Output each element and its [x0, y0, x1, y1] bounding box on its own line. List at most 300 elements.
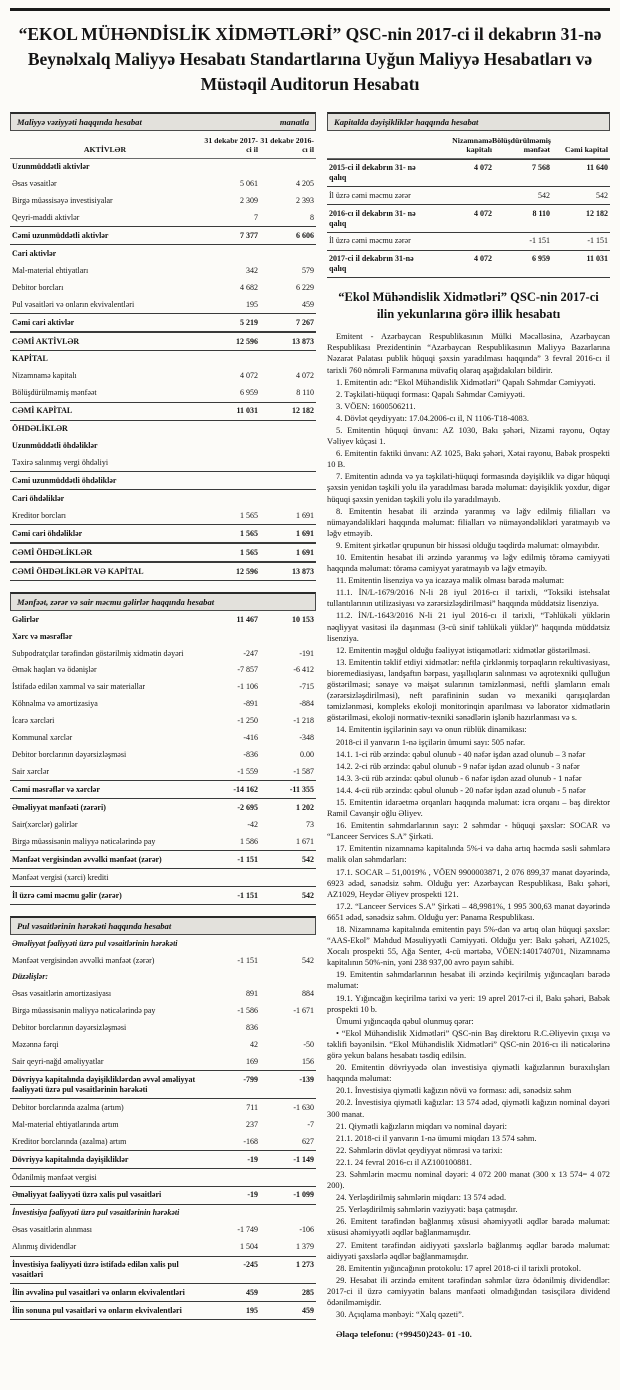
report-paragraph: 19.1. Yığıncağın keçirilmə tarixi və yeri: 19 aprel 2017-ci il, Bakı şəhəri, Babək prospekti 10 b. — [327, 993, 610, 1014]
row-label: Dövriyyə kapitalında dəyişikliklərdən əvvəl əməliyyat fəaliyyəti üzrə pul vəsaitlərinin hərəkəti — [12, 1075, 196, 1094]
row-value: 579 — [302, 265, 314, 275]
statement-row — [10, 471, 316, 490]
statement-row — [10, 279, 316, 296]
statement-row — [10, 1003, 316, 1020]
row-value: 891 — [246, 989, 258, 999]
report-paragraph: 7. Emitentin adında və ya təşkilati-hüquqi formasında dəyişiklik və digər hüquqi şəxsin yenidən təşkili yolu ilə yaradılması barədə məlumat: dəyişiklik yoxdur, digər hüquqi şəxsin yenidən təşkili yolu ilə yaradılmayıb. — [327, 472, 610, 504]
statement-row — [10, 245, 316, 262]
row-value: 73 — [306, 819, 314, 829]
cashflow-statement-title: Pul vəsaitlərinin hərəkəti haqqında hesabat — [17, 920, 172, 931]
report-paragraph: 17. Emitentin nizamnamə kapitalında 5%-i və daha artıq həcmdə səsli səhmlərə malik olan səhmdarları: — [327, 844, 610, 865]
row-value: 11 640 — [586, 163, 608, 173]
row-value: -2 695 — [237, 802, 258, 812]
statement-row — [10, 562, 316, 581]
statement-row — [10, 1020, 316, 1037]
statement-row — [10, 935, 316, 952]
annual-report-body — [327, 331, 610, 1320]
income-statement-band — [10, 592, 316, 611]
row-label: Kreditor borcları — [12, 510, 66, 520]
row-value: -416 — [243, 733, 258, 743]
row-value: -715 — [299, 682, 314, 692]
row-value: -7 857 — [237, 665, 258, 675]
statement-row — [10, 209, 316, 226]
statement-row — [10, 662, 316, 679]
row-label: CƏMİ KAPİTAL — [12, 406, 73, 416]
report-paragraph: 13. Emitentin təklif etdiyi xidmətlər: neftlə çirklənmiş torpaqların rekultivasiyası, bioremediasiyası, landşaftın bərpası, yaşıllıqların salınması və aqrotexniki qulluğun göstərilməsi; sənaye və məişət sularının təmizlənməsi, neftli şlamların emalı (zərərsizləşdirilməsi), neft parafininin sudan və mexaniki qarışıqlardan təmizlənməsi, kompleks ekoloji monitorinqin aparılması və laborator xidmətlərin göstərilməsi, ekoloji normativ-texniki sənədlərin işlənib hazırlanması və s. — [327, 657, 610, 723]
statement-row — [10, 543, 316, 562]
report-paragraph: 26. Emitent tərəfindən bağlanmış xüsusi əhəmiyyətli əqdlər barədə məlumat: xüsusi əhəmiyyətli əqdlər bağlanmamışdır. — [327, 1217, 610, 1238]
page-title: “EKOL MÜHƏNDİSLİK XİDMƏTLƏRİ” QSC-nin 2017-ci il dekabrın 31-nə Beynəlxalq Maliyyə Hesabatı Standartlarına Uyğun Maliyyə Hesabatları və Müstəqil Auditorun Hesabatı — [10, 8, 610, 110]
row-label: ÖHDƏLİKLƏR — [12, 424, 68, 434]
row-value: -1 218 — [293, 716, 314, 726]
row-label: Təxirə salınmış vergi öhdəliyi — [12, 458, 109, 468]
statement-row — [10, 296, 316, 313]
statement-row — [10, 1239, 316, 1256]
row-label: Birgə müəssisənin maliyyə nəticələrində pay — [12, 1006, 156, 1016]
row-value: 285 — [302, 1287, 314, 1297]
report-paragraph: 28. Emitentin yığıncağının protokolu: 17 aprel 2018-ci il tarixli protokol. — [336, 1263, 581, 1273]
row-value: 11 031 — [586, 254, 608, 264]
report-paragraph: 17.2. “Lanceer Services S.A” Şirkəti – 48,9981%, 1 995 300,63 manat dəyərində 6651 ədəd, sənədsiz səhm. Olduğu yer: Panama Respublikası. — [327, 901, 610, 922]
row-value: 237 — [246, 1119, 258, 1129]
row-label: Sair qeyri-nağd əməliyyatlar — [12, 1057, 104, 1067]
row-value: -799 — [243, 1075, 258, 1085]
row-value: 1 565 — [240, 528, 258, 538]
row-value: -1 587 — [293, 767, 314, 777]
row-value: 156 — [302, 1057, 314, 1067]
row-label: Mal-material ehtiyatları — [12, 265, 89, 275]
row-value: 11 467 — [236, 614, 258, 624]
row-value: -1 749 — [237, 1225, 258, 1235]
row-label: İlin əvvəlinə pul vəsaitləri və onların ekvivalentləri — [12, 1287, 185, 1297]
statement-row — [10, 763, 316, 780]
row-label: Debitor borcları — [12, 282, 64, 292]
statement-row — [10, 679, 316, 696]
row-value: 542 — [302, 955, 314, 965]
row-label: Düzəlişlər: — [12, 972, 48, 982]
statement-row — [10, 490, 316, 507]
report-paragraph: 14. Emitentin işçilərinin sayı və onun rüblük dinamikası: — [336, 725, 527, 735]
row-value: -884 — [299, 699, 314, 709]
row-label: Kommunal xərclər — [12, 733, 73, 743]
row-value: 1 691 — [296, 547, 314, 557]
row-value: 542 — [302, 890, 314, 900]
statement-row — [10, 262, 316, 279]
row-value: -891 — [243, 699, 258, 709]
statement-row — [10, 1099, 316, 1116]
row-value: -11 355 — [289, 785, 314, 794]
report-paragraph: 18. Nizamnamə kapitalında emitentin payı 5%-dən və artıq olan hüquqi şəxslər: “AAS-Ekol” Məhdud Məsuliyyətli Cəmiyyəti. Olduğu yer: Bakı şəhəri, AZ1025, Xocalı prospekti 55, Ağa Senter, 4-cü mərtəbə, VÖEN:1401740701, Nizamnamə kapitalının 50%-nin, yəni 238 937,00 avro payın sahibi. — [327, 925, 610, 968]
row-value: 5 219 — [240, 317, 258, 327]
row-label: Əməliyyat fəaliyyəti üzrə pul vəsaitlərinin hərəkəti — [12, 938, 178, 948]
statement-row — [10, 696, 316, 713]
row-value: -1 151 — [529, 236, 550, 246]
row-value: -1 151 — [587, 236, 608, 246]
equity-statement-rows — [327, 159, 610, 279]
currency-note: manatla — [279, 116, 309, 127]
row-value: 2 309 — [240, 196, 258, 205]
statement-row — [10, 454, 316, 471]
column-header-2017: 31 dekabr 2017-ci il — [204, 135, 258, 154]
row-label: Debitor borclarının dəyərsizləşməsi — [12, 750, 127, 760]
row-value: -42 — [247, 819, 258, 829]
row-label: Uzunmüddətli öhdəliklər — [12, 441, 98, 451]
balance-sheet-band — [10, 112, 316, 131]
report-paragraph: 24. Yerləşdirilmiş səhmlərin miqdarı: 13 574 ədəd. — [336, 1193, 507, 1203]
report-paragraph: 2. Təşkilati-hüquqi forması: Qapalı Səhmdar Cəmiyyəti. — [336, 389, 525, 399]
statement-row — [10, 952, 316, 969]
row-value: 1 504 — [240, 1242, 258, 1252]
statement-row — [10, 850, 316, 869]
row-label: Sair(xərclər) gəlirlər — [12, 819, 78, 829]
row-label: İl üzrə cəmi məcmu zərər — [329, 190, 411, 200]
report-paragraph: 29. Hesabat ili ərzində emitent tərəfindən səhmlər üzrə ödənilmiş dividendlər: 2017-ci il üzrə cəmiyyətin balans mənfəəti olmadığından təsisçilərə dividend ödənilməmişdir. — [327, 1275, 610, 1307]
report-paragraph: 22.1. 24 fevral 2016-cı il AZ100100881. — [336, 1157, 472, 1167]
statement-row — [10, 402, 316, 421]
row-label: Əməliyyat mənfəəti (zərəri) — [12, 802, 106, 812]
statement-row — [10, 226, 316, 245]
row-label: Cəmi uzunmüddətli aktivlər — [12, 230, 109, 240]
row-value: -1 586 — [237, 1006, 258, 1016]
statement-row — [10, 611, 316, 628]
row-value: 627 — [302, 1136, 314, 1146]
row-value: 13 873 — [292, 566, 314, 576]
row-value: 10 153 — [292, 614, 314, 624]
row-label: Uzunmüddətli aktivlər — [12, 162, 90, 172]
row-value: 12 182 — [586, 208, 608, 218]
report-paragraph: Ümumi yığıncaqda qəbul olunmuş qərar: — [336, 1016, 474, 1026]
row-value: 8 — [310, 212, 314, 222]
column-header-share-capital: Nizamnamə kapitalı — [452, 135, 492, 154]
row-label: Ödənilmiş mənfəət vergisi — [12, 1172, 97, 1182]
statement-row — [10, 1116, 316, 1133]
row-value: 4 072 — [474, 254, 492, 264]
report-paragraph: 14.2. 2-ci rüb ərzində: qəbul olunub - 9 nəfər işdən azad olunub - 3 nəfər — [336, 761, 580, 771]
report-paragraph: 11.1. İN/L-1679/2016 N-li 28 iyul 2016-cı il tarixli, “Toksiki istehsalat tullantılarının utilizasiyası və zərərsizləşdirilməsi” haqqında müddətsiz lisenziya. — [327, 588, 610, 609]
report-paragraph: 14.3. 3-cü rüb ərzində: qəbul olunub - 6 nəfər işdən azad olunub - 1 nəfər — [336, 773, 582, 783]
statement-row — [10, 816, 316, 833]
row-label: CƏMİ ÖHDƏLİKLƏR VƏ KAPİTAL — [12, 566, 144, 576]
row-label: İcarə xərcləri — [12, 716, 55, 726]
balance-sheet-section — [10, 112, 316, 582]
row-value: 4 072 — [474, 208, 492, 218]
statement-row — [10, 730, 316, 747]
row-value: 542 — [302, 854, 314, 864]
row-value: 542 — [538, 190, 550, 200]
row-value: -50 — [303, 1040, 314, 1050]
annual-report-title: “Ekol Mühəndislik Xidmətləri” QSC-nin 2017-ci ilin yekunlarına görə illik hesabatı — [338, 290, 599, 322]
row-label: Əsas vəsaitlərin amortizasiyası — [12, 989, 112, 999]
statement-row — [10, 645, 316, 662]
row-value: -14 162 — [233, 785, 258, 794]
content-columns — [10, 112, 610, 1340]
row-value: -245 — [243, 1260, 258, 1270]
report-paragraph: 30. Açıqlama mənbəyi: “Xalq qəzeti”. — [336, 1310, 464, 1320]
report-paragraph: 21. Qiymətli kağızların miqdarı və nominal dəyəri: — [336, 1121, 507, 1131]
statement-row — [10, 1284, 316, 1301]
row-value: -7 — [307, 1119, 314, 1129]
row-label: Cəmi məsrəflər və xərclər — [12, 785, 100, 794]
row-value: 1 691 — [296, 528, 314, 538]
report-paragraph: 14.4. 4-cü rüb ərzində: qəbul olunub - 20 nəfər işdən azad olunub - 5 nəfər — [336, 785, 586, 795]
right-column — [327, 112, 610, 1340]
report-paragraph: 27. Emitent tərəfindən aidiyyəti şəxslərlə bağlanmış əqdlər barədə məlumat: aidiyyəti şəxslərlə əqdlər bağlanmamışdır. — [327, 1240, 610, 1261]
row-value: 6 959 — [532, 254, 550, 264]
row-label: 2017-ci il dekabrın 31-nə qalıq — [329, 254, 414, 274]
statement-row — [10, 1205, 316, 1222]
statement-row — [10, 385, 316, 402]
row-label: CƏMİ ÖHDƏLİKLƏR — [12, 547, 93, 557]
row-value: 1 691 — [296, 510, 314, 520]
statement-row — [10, 438, 316, 455]
row-label: Əməliyyat fəaliyyəti üzrə xalis pul vəsaitləri — [12, 1190, 162, 1200]
statement-row — [10, 313, 316, 332]
income-statement-section — [10, 592, 316, 905]
row-value: 459 — [302, 1305, 314, 1315]
report-paragraph: 23. Səhmlərin məcmu nominal dəyəri: 4 072 200 manat (300 x 13 574= 4 072 200). — [327, 1169, 610, 1191]
row-value: 1 586 — [240, 836, 258, 846]
statement-row — [327, 250, 610, 279]
cashflow-statement-band — [10, 916, 316, 935]
row-value: 1 671 — [296, 836, 314, 846]
report-paragraph: 14.1. 1-ci rüb ərzində: qəbul olunub - 40 nəfər işdən azad olunub – 3 nəfər — [336, 749, 586, 759]
equity-statement-title: Kapitalda dəyişikliklər haqqında hesabat — [334, 116, 479, 127]
statement-row — [10, 1186, 316, 1205]
row-value: 12 182 — [292, 406, 314, 416]
row-value: -106 — [299, 1225, 314, 1235]
column-header-retained-earnings: Bölüşdürülməmiş mənfəət — [492, 135, 551, 154]
report-paragraph: • “Ekol Mühəndislik Xidmətləri” QSC-nin Baş direktoru R.C.Əliyevin çıxışı və təklifi bəyənilsin. “Ekol Mühəndislik Xidmətləri” QSC-nin 2016-cı ili nəticələrinə görə yekun balans hesabatı təsdiq edilsin. — [327, 1028, 610, 1061]
row-value: 4 072 — [474, 163, 492, 173]
row-label: Qeyri-maddi aktivlər — [12, 212, 80, 222]
statement-row — [10, 986, 316, 1003]
row-value: -168 — [243, 1136, 258, 1146]
row-label: İl üzrə cəmi məcmu zərər — [329, 236, 411, 246]
report-paragraph: 17.1. SOCAR – 51,0019% , VÖEN 9900003871, 2 076 899,37 manat dəyərində, 6923 ədəd, sənədsiz səhm. Olduğu yer: Azərbaycan Respublikası, Bakı şəhəri, AZ1029, Heydər Əliyev prospekti 121. — [327, 867, 610, 899]
balance-sheet-rows — [10, 159, 316, 582]
row-value: -1 671 — [293, 1006, 314, 1016]
row-value: 7 267 — [296, 317, 314, 327]
report-paragraph: 20.2. İnvestisiya qiymətli kağızlar: 13 574 ədəd, qiymətli kağızın nominal dəyəri 300 manat. — [327, 1098, 610, 1119]
contact-phone: Əlaqə telefonu: (+99450)243- 01 -10. — [336, 1329, 472, 1340]
row-value: -836 — [243, 750, 258, 760]
row-value: 342 — [246, 265, 258, 275]
statement-row — [10, 628, 316, 645]
row-value: 42 — [250, 1040, 258, 1050]
row-value: 711 — [246, 1102, 258, 1112]
row-label: Birgə müəssisəyə investisiyalar — [12, 196, 113, 205]
column-header-2016: 31 dekabr 2016-cı il — [260, 135, 314, 154]
row-label: İstifadə edilən xammal və sair materiallar — [12, 682, 146, 692]
row-label: Mənfəət vergisi (xərci) krediti — [12, 872, 109, 882]
statement-row — [10, 1037, 316, 1054]
row-value: 12 596 — [236, 336, 258, 346]
statement-row — [10, 159, 316, 176]
statement-row — [327, 233, 610, 250]
report-paragraph: 19. Emitentin səhmdarlarının hesabat ili ərzində keçirilmiş yığıncaqları barədə məlumat: — [327, 970, 610, 991]
row-label: İnvestisiya fəaliyyəti üzrə istifadə edilən xalis pul vəsaitləri — [12, 1260, 179, 1279]
row-label: Debitor borclarının dəyərsizləşməsi — [12, 1023, 127, 1033]
row-value: 6 959 — [240, 388, 258, 398]
row-label: Əsas vəsaitlər — [12, 179, 57, 189]
row-label: Nizamnamə kapitalı — [12, 371, 77, 381]
row-label: Mal-material ehtiyatlarında artım — [12, 1119, 119, 1129]
equity-statement-band — [327, 112, 610, 131]
statement-row — [10, 869, 316, 886]
equity-column-headers — [327, 131, 610, 159]
row-value: 4 072 — [240, 371, 258, 381]
report-paragraph: 2018-ci il yanvarın 1-nə işçilərin ümumi sayı: 505 nəfər. — [336, 737, 526, 747]
statement-row — [327, 187, 610, 204]
row-value: 542 — [596, 190, 608, 200]
row-value: 4 205 — [296, 179, 314, 189]
row-value: -139 — [299, 1075, 314, 1085]
row-label: Cari aktivlər — [12, 248, 57, 258]
row-value: 4 682 — [240, 282, 258, 292]
row-value: 459 — [246, 1287, 258, 1297]
report-paragraph: 1. Emitentin adı: “Ekol Mühəndislik Xidmətləri” Qapalı Səhmdar Cəmiyyəti. — [336, 377, 596, 387]
statement-row — [10, 833, 316, 850]
row-label: Cari öhdəliklər — [12, 493, 65, 503]
statement-row — [10, 351, 316, 368]
statement-row — [327, 204, 610, 233]
report-paragraph: 10. Emitentin hesabat ili ərzində yaranmış və ləğv edilmiş törəmə cəmiyyəti haqqında məlumat: törəmə cəmiyyət yaratmayıb və ləğv etməyib. — [327, 553, 610, 574]
report-paragraph: 5. Emitentin hüquqi ünvanı: AZ 1030, Bakı şəhəri, Nizami rayonu, Oqtay Vəliyev küçəsi 1. — [327, 425, 610, 447]
row-value: -1 559 — [237, 767, 258, 777]
report-paragraph: 3. VÖEN: 1600506211. — [336, 401, 416, 411]
statement-row — [10, 421, 316, 438]
row-value: 12 596 — [236, 566, 258, 576]
report-paragraph: 11. Emitentin lisenziya və ya icazəyə malik olması barədə məlumat: — [336, 576, 565, 586]
statement-row — [10, 1256, 316, 1285]
row-value: 1 379 — [296, 1242, 314, 1252]
row-value: 836 — [246, 1023, 258, 1033]
statement-row — [10, 1133, 316, 1150]
row-label: İlin sonuna pul vəsaitləri və onların ekvivalentləri — [12, 1305, 182, 1315]
row-value: -247 — [243, 648, 258, 658]
row-label: Cəmi cari aktivlər — [12, 317, 75, 327]
report-paragraph: 25. Yerləşdirilmiş səhmlərin vəziyyəti: başa çatmışdır. — [336, 1205, 518, 1215]
row-label: Subpodratçılar tərəfindən göstərilmiş xidmətin dəyəri — [12, 648, 184, 658]
report-paragraph: 20.1. İnvestisiya qiymətli kağızın növü və forması: adi, sənədsiz səhm — [336, 1086, 572, 1096]
equity-statement-section — [327, 112, 610, 279]
row-label: 2016-cı il dekabrın 31- nə qalıq — [329, 208, 416, 228]
row-label: Dövriyyə kapitalında dəyişikliklər — [12, 1154, 129, 1164]
row-value: -1 630 — [293, 1102, 314, 1112]
row-label: Cəmi cari öhdəliklər — [12, 528, 83, 538]
row-label: İl üzrə cəmi məcmu gəlir (zərər) — [12, 890, 122, 900]
row-label: Gəlirlər — [12, 614, 40, 624]
row-value: -1 149 — [293, 1154, 314, 1164]
report-paragraph: 22. Səhmlərin dövlət qeydiyyat nömrəsi və tarixi: — [336, 1145, 503, 1155]
row-value: 1 273 — [296, 1260, 314, 1270]
statement-row — [327, 159, 610, 188]
column-header-total-capital: Cəmi kapital — [564, 144, 608, 154]
statement-row — [10, 799, 316, 816]
statement-row — [10, 969, 316, 986]
statement-row — [10, 332, 316, 351]
row-value: 6 606 — [296, 230, 314, 240]
row-value: 169 — [246, 1057, 258, 1067]
row-value: 4 072 — [296, 371, 314, 381]
row-value: 1 202 — [296, 802, 314, 812]
row-value: -1 250 — [237, 716, 258, 726]
row-value: 8 110 — [296, 388, 314, 398]
statement-row — [10, 524, 316, 543]
report-paragraph: 15. Emitentin idarəetmə orqanları haqqında məlumat: icra orqanı – baş direktor Ramil Cavanşir oğlu Əliyev. — [327, 797, 610, 819]
row-value: -6 412 — [293, 665, 314, 675]
row-value: 6 229 — [296, 282, 314, 292]
statement-row — [10, 1070, 316, 1099]
report-paragraph: 9. Emitent şirkətlər qrupunun bir hissəsi olduğu təqdirdə məlumat: olmayıbdır. — [336, 540, 600, 550]
statement-row — [10, 1169, 316, 1186]
statement-row — [10, 713, 316, 730]
row-label: Mənfəət vergisindən əvvəlki mənfəət (zərər) — [12, 854, 162, 864]
report-paragraph: 6. Emitentin faktiki ünvanı: AZ 1025, Bakı şəhəri, Xətai rayonu, Babək prospekti 10 B. — [327, 449, 610, 470]
row-value: 11 031 — [236, 406, 258, 416]
income-statement-rows — [10, 611, 316, 905]
row-value: -348 — [299, 733, 314, 743]
row-label: Alınmış dividendlər — [12, 1242, 77, 1252]
report-paragraph: Emitent - Azərbaycan Respublikasının Mülki Məcəlləsinə, Azərbaycan Respublikası Prezidentinin “Azərbaycan Respublikasının Maliyyə Bazarlarına Nəzarət Palatası publik hüquqi şəxsin yaradılması haqqında” 3 fevral 2016-cı il tarixli 760 nömrəli Fərmanına müvafiq olaraq aşağıdakıları bildirir. — [327, 332, 610, 375]
row-label: Köhnəlmə və amortizasiya — [12, 699, 98, 709]
report-paragraph: 4. Dövlət qeydiyyatı: 17.04.2006-cı il, N 1106-T18-4083. — [336, 413, 529, 423]
statement-row — [10, 780, 316, 799]
statement-row — [10, 175, 316, 192]
statement-row — [10, 1301, 316, 1320]
statement-row — [10, 747, 316, 764]
row-value: -1 099 — [293, 1190, 314, 1200]
row-value: -19 — [247, 1190, 258, 1200]
statement-row — [10, 886, 316, 905]
report-paragraph: 8. Emitentin hesabat ili ərzində yaranmış və ləğv edilmiş filialları və nümayəndəlikləri haqqında məlumat: filialları və nümayəndəlikləri yaratmayıb və ləğv etməyib. — [327, 506, 610, 538]
assets-header: AKTİVLƏR — [83, 144, 127, 154]
row-value: -1 151 — [237, 955, 258, 965]
row-value: 7 — [254, 212, 258, 222]
row-value: -1 151 — [237, 854, 258, 864]
cashflow-statement-section — [10, 916, 316, 1320]
statement-row — [10, 192, 316, 209]
statement-row — [10, 1054, 316, 1071]
report-paragraph: 11.2. İN/L-1643/2016 N-li 21 iyul 2016-cı il tarixli, “Təhlükəli yüklərin nəqliyyat vasitəsi ilə daşınması (3-cü sinif təhlükəli yüklər)” haqqında müddətsiz lisenziya. — [327, 611, 610, 643]
row-label: Birgə müəssisənin maliyyə nəticələrində pay — [12, 836, 156, 846]
row-value: 7 377 — [240, 230, 258, 240]
report-paragraph: 20. Emitentin dövriyyədə olan investisiya qiymətli kağızlarının buraxılışları haqqında məlumat: — [327, 1063, 610, 1084]
row-value: 884 — [302, 989, 314, 999]
row-label: Cəmi uzunmüddətli öhdəliklər — [12, 476, 117, 485]
report-paragraph: 12. Emitentin məşğul olduğu fəaliyyət istiqamətləri: xidmətlər göstərilməsi. — [336, 645, 591, 655]
statement-row — [10, 1150, 316, 1169]
row-value: 2 393 — [296, 196, 314, 205]
row-label: Bölüşdürülməmiş mənfəət — [12, 388, 97, 398]
report-paragraph: 21.1. 2018-ci il yanvarın 1-nə ümumi miqdarı 13 574 səhm. — [336, 1133, 537, 1143]
row-label: Əsas vəsaitlərin alınması — [12, 1225, 92, 1235]
row-label: Məzənnə fərqi — [12, 1040, 59, 1050]
row-value: 459 — [302, 299, 314, 309]
left-column — [10, 112, 316, 1332]
row-value: 7 568 — [532, 163, 550, 173]
statement-row — [10, 1222, 316, 1239]
row-value: 195 — [246, 299, 258, 309]
row-value: 0.00 — [300, 750, 314, 760]
row-value: 195 — [246, 1305, 258, 1315]
row-value: -191 — [299, 648, 314, 658]
balance-sheet-title: Maliyyə vəziyyəti haqqında hesabat — [17, 116, 142, 127]
row-label: Əmək haqları və ödənişlər — [12, 665, 97, 675]
row-label: CƏMİ AKTİVLƏR — [12, 336, 80, 346]
cashflow-statement-rows — [10, 935, 316, 1320]
row-value: -1 106 — [237, 682, 258, 692]
